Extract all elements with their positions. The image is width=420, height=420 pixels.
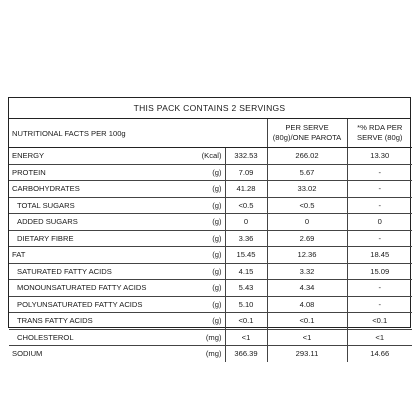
table-row [9, 313, 412, 330]
value-per-100g: 332.53 [225, 148, 267, 165]
rda-header-line1: *% RDA PER [357, 123, 403, 132]
value-per-serve: 293.11 [267, 346, 347, 362]
nutrient-name: PROTEIN [9, 164, 197, 181]
nutrient-unit: (mg) [205, 349, 222, 359]
value-rda-percent: 0 [347, 214, 412, 231]
value-per-serve: 33.02 [267, 181, 347, 198]
nutrient-unit: (g) [197, 280, 225, 297]
nutrient-unit: (g) [197, 230, 225, 247]
value-per-serve: <0.5 [267, 197, 347, 214]
value-per-100g: 5.43 [225, 280, 267, 297]
nutrient-unit: (mg) [197, 329, 225, 346]
nutrient-name: MONOUNSATURATED FATTY ACIDS [9, 280, 197, 297]
column-header-nutrient: NUTRITIONAL FACTS PER 100g [9, 119, 225, 148]
nutrient-name: POLYUNSATURATED FATTY ACIDS [9, 296, 197, 313]
table-row [9, 280, 412, 297]
table-row [9, 346, 412, 362]
nutrient-name: TOTAL SUGARS [9, 197, 197, 214]
table-row [9, 296, 412, 313]
value-rda-percent: - [347, 296, 412, 313]
column-header-rda [347, 119, 412, 148]
value-rda-percent: 14.66 [347, 346, 412, 362]
value-rda-percent: 13.30 [347, 148, 412, 165]
column-header-per100 [225, 119, 267, 148]
table-row [9, 230, 412, 247]
value-per-serve: 0 [267, 214, 347, 231]
table-row [9, 214, 412, 231]
value-per-100g: 15.45 [225, 247, 267, 264]
per-serve-header-line2: (80g)/ONE PAROTA [272, 133, 342, 142]
value-per-serve: 4.08 [267, 296, 347, 313]
table-header-row [9, 119, 412, 148]
nutrient-name: SODIUM [12, 349, 43, 359]
value-per-100g: 3.36 [225, 230, 267, 247]
nutrient-unit: (g) [197, 296, 225, 313]
per-serve-header-line1: PER SERVE [285, 123, 329, 132]
nutrient-unit: (g) [197, 313, 225, 330]
nutrient-name: ENERGY [9, 148, 197, 165]
value-rda-percent: - [347, 280, 412, 297]
value-per-serve: 2.69 [267, 230, 347, 247]
value-per-100g: <0.5 [225, 197, 267, 214]
value-per-100g: <1 [225, 329, 267, 346]
nutrient-unit: (g) [197, 214, 225, 231]
table-row [9, 247, 412, 264]
nutrient-unit: (g) [197, 197, 225, 214]
value-per-serve: <0.1 [267, 313, 347, 330]
nutrition-facts-table [8, 97, 411, 359]
table-row [9, 329, 412, 346]
nutrient-unit: (Kcal) [197, 148, 225, 165]
value-rda-percent: - [347, 230, 412, 247]
nutrient-name: ADDED SUGARS [9, 214, 197, 231]
value-rda-percent: - [347, 197, 412, 214]
nutrient-unit: (g) [197, 247, 225, 264]
value-rda-percent: <0.1 [347, 313, 412, 330]
value-per-serve: 12.36 [267, 247, 347, 264]
value-per-100g: 7.09 [225, 164, 267, 181]
value-per-serve: <1 [267, 329, 347, 346]
value-per-serve: 5.67 [267, 164, 347, 181]
table-row [9, 263, 412, 280]
nutrient-name: SATURATED FATTY ACIDS [9, 263, 197, 280]
table-row [9, 197, 412, 214]
column-header-per-serve [267, 119, 347, 148]
value-rda-percent: <1 [347, 329, 412, 346]
value-per-100g: 41.28 [225, 181, 267, 198]
nutrient-unit: (g) [197, 164, 225, 181]
table-row [9, 164, 412, 181]
value-rda-percent: 18.45 [347, 247, 412, 264]
value-per-100g: 0 [225, 214, 267, 231]
nutrient-name: CARBOHYDRATES [9, 181, 197, 198]
table-row [9, 181, 412, 198]
value-rda-percent: - [347, 164, 412, 181]
nutrient-unit: (g) [197, 263, 225, 280]
value-per-serve: 4.34 [267, 280, 347, 297]
value-per-100g: <0.1 [225, 313, 267, 330]
nutrition-table [9, 119, 412, 362]
nutrient-unit: (g) [197, 181, 225, 198]
nutrient-name: TRANS FATTY ACIDS [9, 313, 197, 330]
nutrient-name: DIETARY FIBRE [9, 230, 197, 247]
table-row [9, 148, 412, 165]
value-per-serve: 266.02 [267, 148, 347, 165]
value-per-100g: 5.10 [225, 296, 267, 313]
nutrient-name: CHOLESTEROL [9, 329, 197, 346]
servings-title: THIS PACK CONTAINS 2 SERVINGS [9, 98, 410, 119]
rda-header-line2: SERVE (80g) [357, 133, 403, 142]
value-rda-percent: - [347, 181, 412, 198]
value-per-serve: 3.32 [267, 263, 347, 280]
nutrient-name: FAT [9, 247, 197, 264]
value-per-100g: 4.15 [225, 263, 267, 280]
value-rda-percent: 15.09 [347, 263, 412, 280]
value-per-100g: 366.39 [225, 346, 267, 362]
